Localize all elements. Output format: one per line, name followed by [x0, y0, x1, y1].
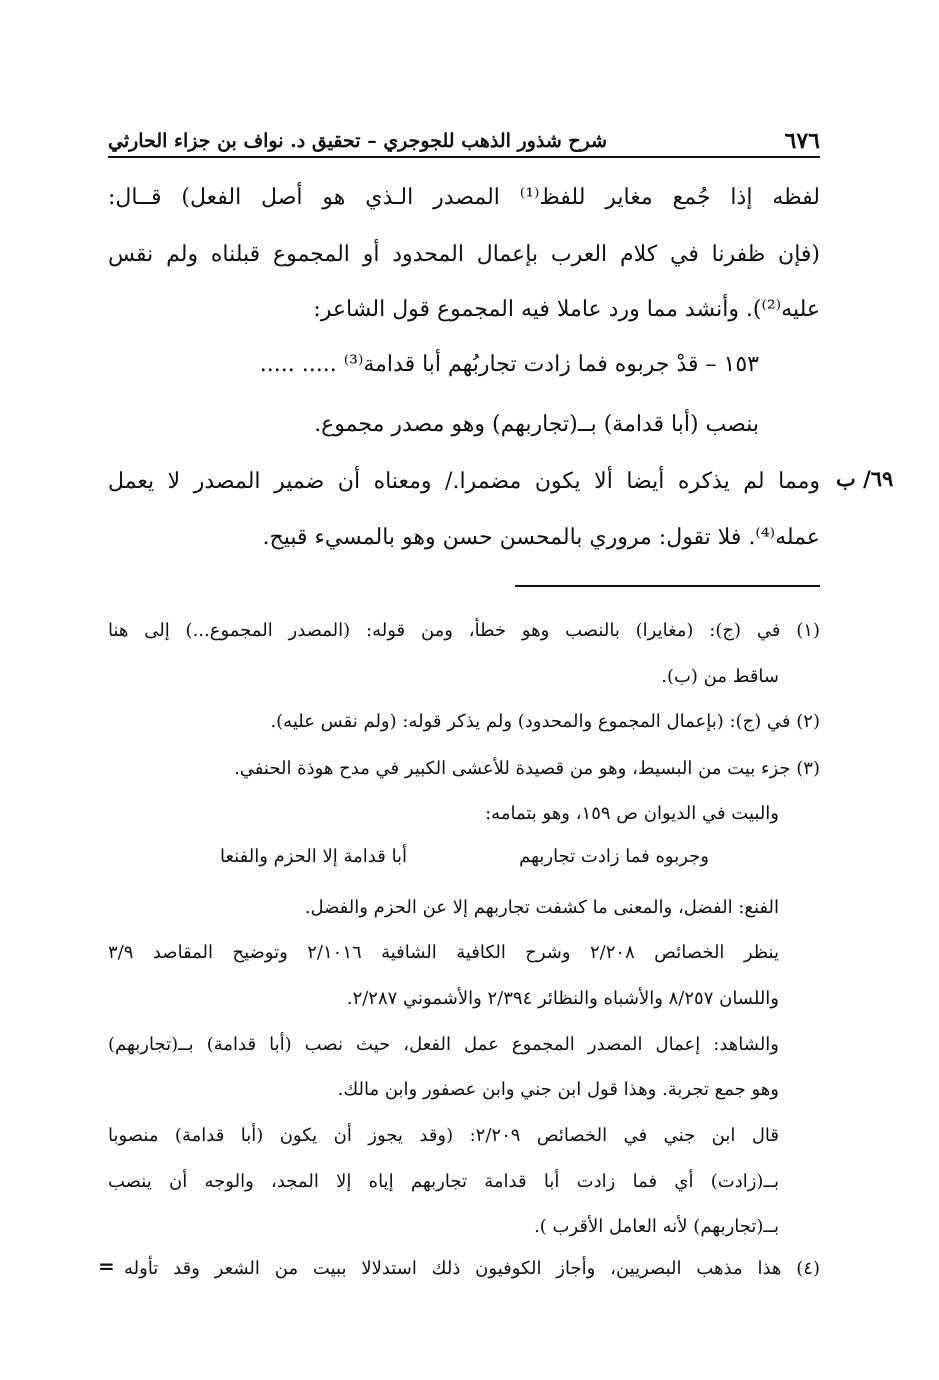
footnote-3-line-8: وهو جمع تجربة. وهذا قول ابن جني وابن عصفور وابن مالك.	[337, 1079, 779, 1100]
footnote-4: (٤) هذا مذهب البصريين، وأجاز الكوفيون ذلك استدلالا ببيت من الشعر وقد تأوله	[124, 1258, 820, 1279]
footnote-3-line-4: الفنع: الفضل، والمعنى ما كشفت تجاربهم إلا عن الحزم والفضل.	[304, 897, 779, 918]
body-line-2: (فإن ظفرنا في كلام العرب بإعمال المحدود أو المجموع قبلناه ولم نقس	[108, 242, 820, 267]
footnote-verse-first-hemistich: وجربوه فما زادت تجاربهم	[519, 846, 709, 867]
footnote-1-line-2: ساقط من (ب).	[661, 666, 779, 687]
folio-margin-note: ٦٩/ ب	[836, 466, 894, 491]
body-line-7: عمله⁽⁴⁾. فلا تقول: مروري بالمحسن حسن وهو بالمسيء قبيح.	[262, 525, 820, 550]
footnote-3-line-6: واللسان ٨/٢٥٧ والأشباه والنظائر ٢/٣٩٤ والأشموني ٢/٢٨٧.	[346, 988, 779, 1009]
footnote-3-line-2: والبيت في الديوان ص ١٥٩، وهو بتمامه:	[485, 803, 779, 824]
page-header	[108, 128, 820, 158]
footnote-3-line-10: بــ(زادت) أي فما زادت أبا قدامة تجاربهم إياه إلا المجد، والوجه أن ينصب	[108, 1171, 779, 1192]
footnote-3-line-5: ينظر الخصائص ٢/٢٠٨ وشرح الكافية الشافية ٢/١٠١٦ وتوضيح المقاصد ٣/٩	[108, 942, 780, 963]
running-title: شرح شذور الذهب للجوجري – تحقيق د. نواف بن جزاء الحارثي	[108, 130, 608, 152]
continuation-mark: =	[98, 1254, 115, 1278]
page-number: ٦٧٦	[784, 128, 820, 154]
footnote-verse-second-hemistich: أبا قدامة إلا الحزم والفنعا	[220, 846, 408, 867]
footnote-3-line-9: قال ابن جني في الخصائص ٢/٢٠٩: (وقد يجوز أن يكون (أبا قدامة) منصوبا	[108, 1125, 779, 1146]
body-line-3: عليه⁽²⁾). وأنشد مما ورد عاملا فيه المجموع قول الشاعر:	[313, 297, 820, 322]
body-line-5: بنصب (أبا قدامة) بــ(تجاربهم) وهو مصدر مجموع.	[314, 412, 759, 437]
footnote-3-line-7: والشاهد: إعمال المصدر المجموع عمل الفعل، حيث نصب (أبا قدامة) بــ(تجاربهم)	[108, 1034, 779, 1055]
verse-line-153: ١٥٣ – قدْ جربوه فما زادت تجاربُهم أبا قدامة⁽³⁾ ..... .....	[259, 352, 759, 377]
body-line-1: لفظه إذا جُمع مغاير للفظ⁽¹⁾ المصدر الـذي هو أصل الفعل) قــال:	[108, 185, 820, 210]
footnote-2: (٢) في (ج): (بإعمال المجموع والمحدود) ولم يذكر قوله: (ولم نقس عليه).	[270, 711, 820, 732]
body-line-6: ومما لم يذكره أيضا ألا يكون مضمرا./ ومعناه أن ضمير المصدر لا يعمل	[108, 469, 820, 494]
footnote-1-line-1: (١) في (ج): (مغايرا) بالنصب وهو خطأ، ومن قوله: (المصدر المجموع...) إلى هنا	[108, 620, 820, 641]
footnote-3-line-11: بــ(تجاربهم) لأنه العامل الأقرب ).	[534, 1216, 779, 1237]
footnote-3-line-1: (٣) جزء بيت من البسيط، وهو من قصيدة للأعشى الكبير في مدح هوذة الحنفي.	[234, 758, 820, 779]
footnote-separator	[515, 585, 820, 587]
